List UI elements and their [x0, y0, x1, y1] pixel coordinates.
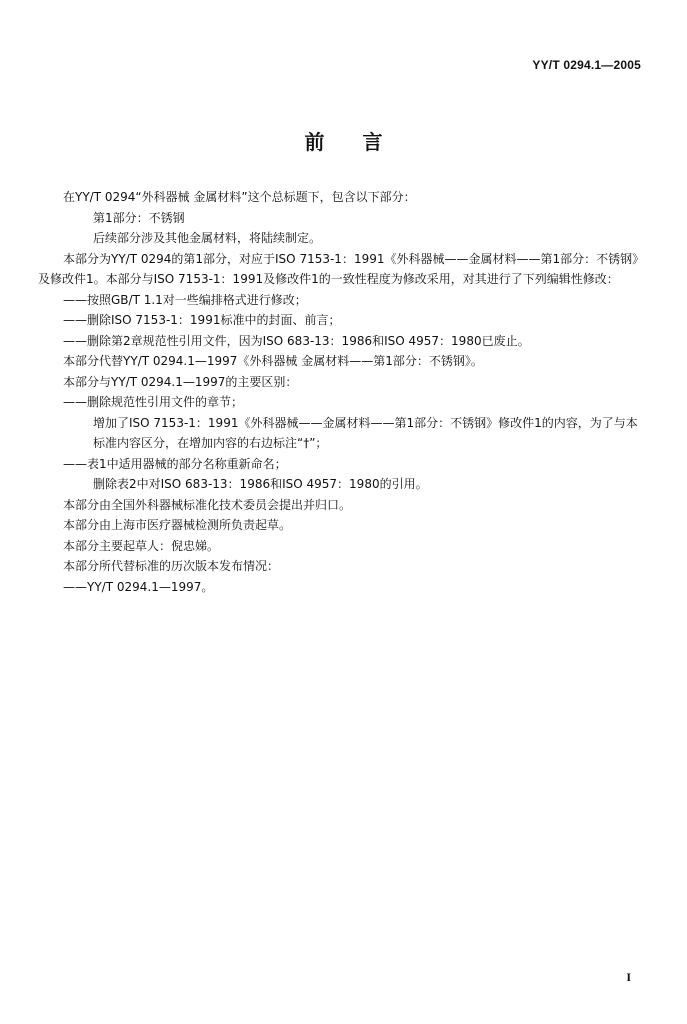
list-item-history-version: ——YY/T 0294.1—1997。 [63, 579, 214, 594]
standard-number: YY/T 0294.1—2005 [532, 58, 641, 72]
paragraph-added-amendment: 增加了ISO 7153-1：1991《外科器械——金属材料——第1部分：不锈钢》修改件1的内容，为了与本标准内容区分，在增加内容的右边标注“†”； [93, 415, 638, 450]
page-title: 前言 [304, 130, 421, 154]
paragraph-replaces: 本部分代替YY/T 0294.1—1997《外科器械 金属材料——第1部分：不锈钢》。 [63, 354, 483, 368]
paragraph-part1: 第1部分：不锈钢 [93, 210, 185, 225]
list-item-delete-ch2: ——删除第2章规范性引用文件，因为ISO 683-13：1986和ISO 4957：1980已废止。 [63, 333, 530, 348]
paragraph-history: 本部分所代替标准的历次版本发布情况： [63, 559, 280, 573]
foreword-body [38, 187, 647, 597]
paragraph-subsequent: 后续部分涉及其他金属材料，将陆续制定。 [93, 231, 322, 245]
list-item-rename: ——表1中适用器械的部分名称重新命名； [63, 456, 287, 471]
paragraph-drafted-by: 本部分由上海市医疗器械检测所负责起草。 [63, 518, 292, 532]
page-number: I [626, 970, 631, 984]
list-item-format: ——按照GB/T 1.1对一些编排格式进行修改； [63, 292, 307, 307]
list-item-delete-refs: ——删除规范性引用文件的章节； [63, 395, 244, 409]
paragraph-delete-table2: 删除表2中对ISO 683-13：1986和ISO 4957：1980的引用。 [93, 477, 428, 491]
paragraph-differences: 本部分与YY/T 0294.1—1997的主要区别： [63, 374, 298, 389]
list-item-delete-cover: ——删除ISO 7153-1：1991标准中的封面、前言； [63, 313, 341, 327]
paragraph-drafter: 本部分主要起草人：倪忠娣。 [63, 538, 220, 553]
paragraph-proposed-by: 本部分由全国外科器械标准化技术委员会提出并归口。 [63, 497, 352, 512]
paragraph-intro: 在YY/T 0294“外科器械 金属材料”这个总标题下，包含以下部分： [63, 190, 416, 204]
paragraph-correspondence: 本部分为YY/T 0294的第1部分，对应于ISO 7153-1：1991《外科器械——金属材料——第1部分：不锈钢》及修改件1。本部分与ISO 7153-1：1991及修改件1的一致性程度为修改采用，对其进行了下列编辑性修改： [38, 251, 645, 286]
